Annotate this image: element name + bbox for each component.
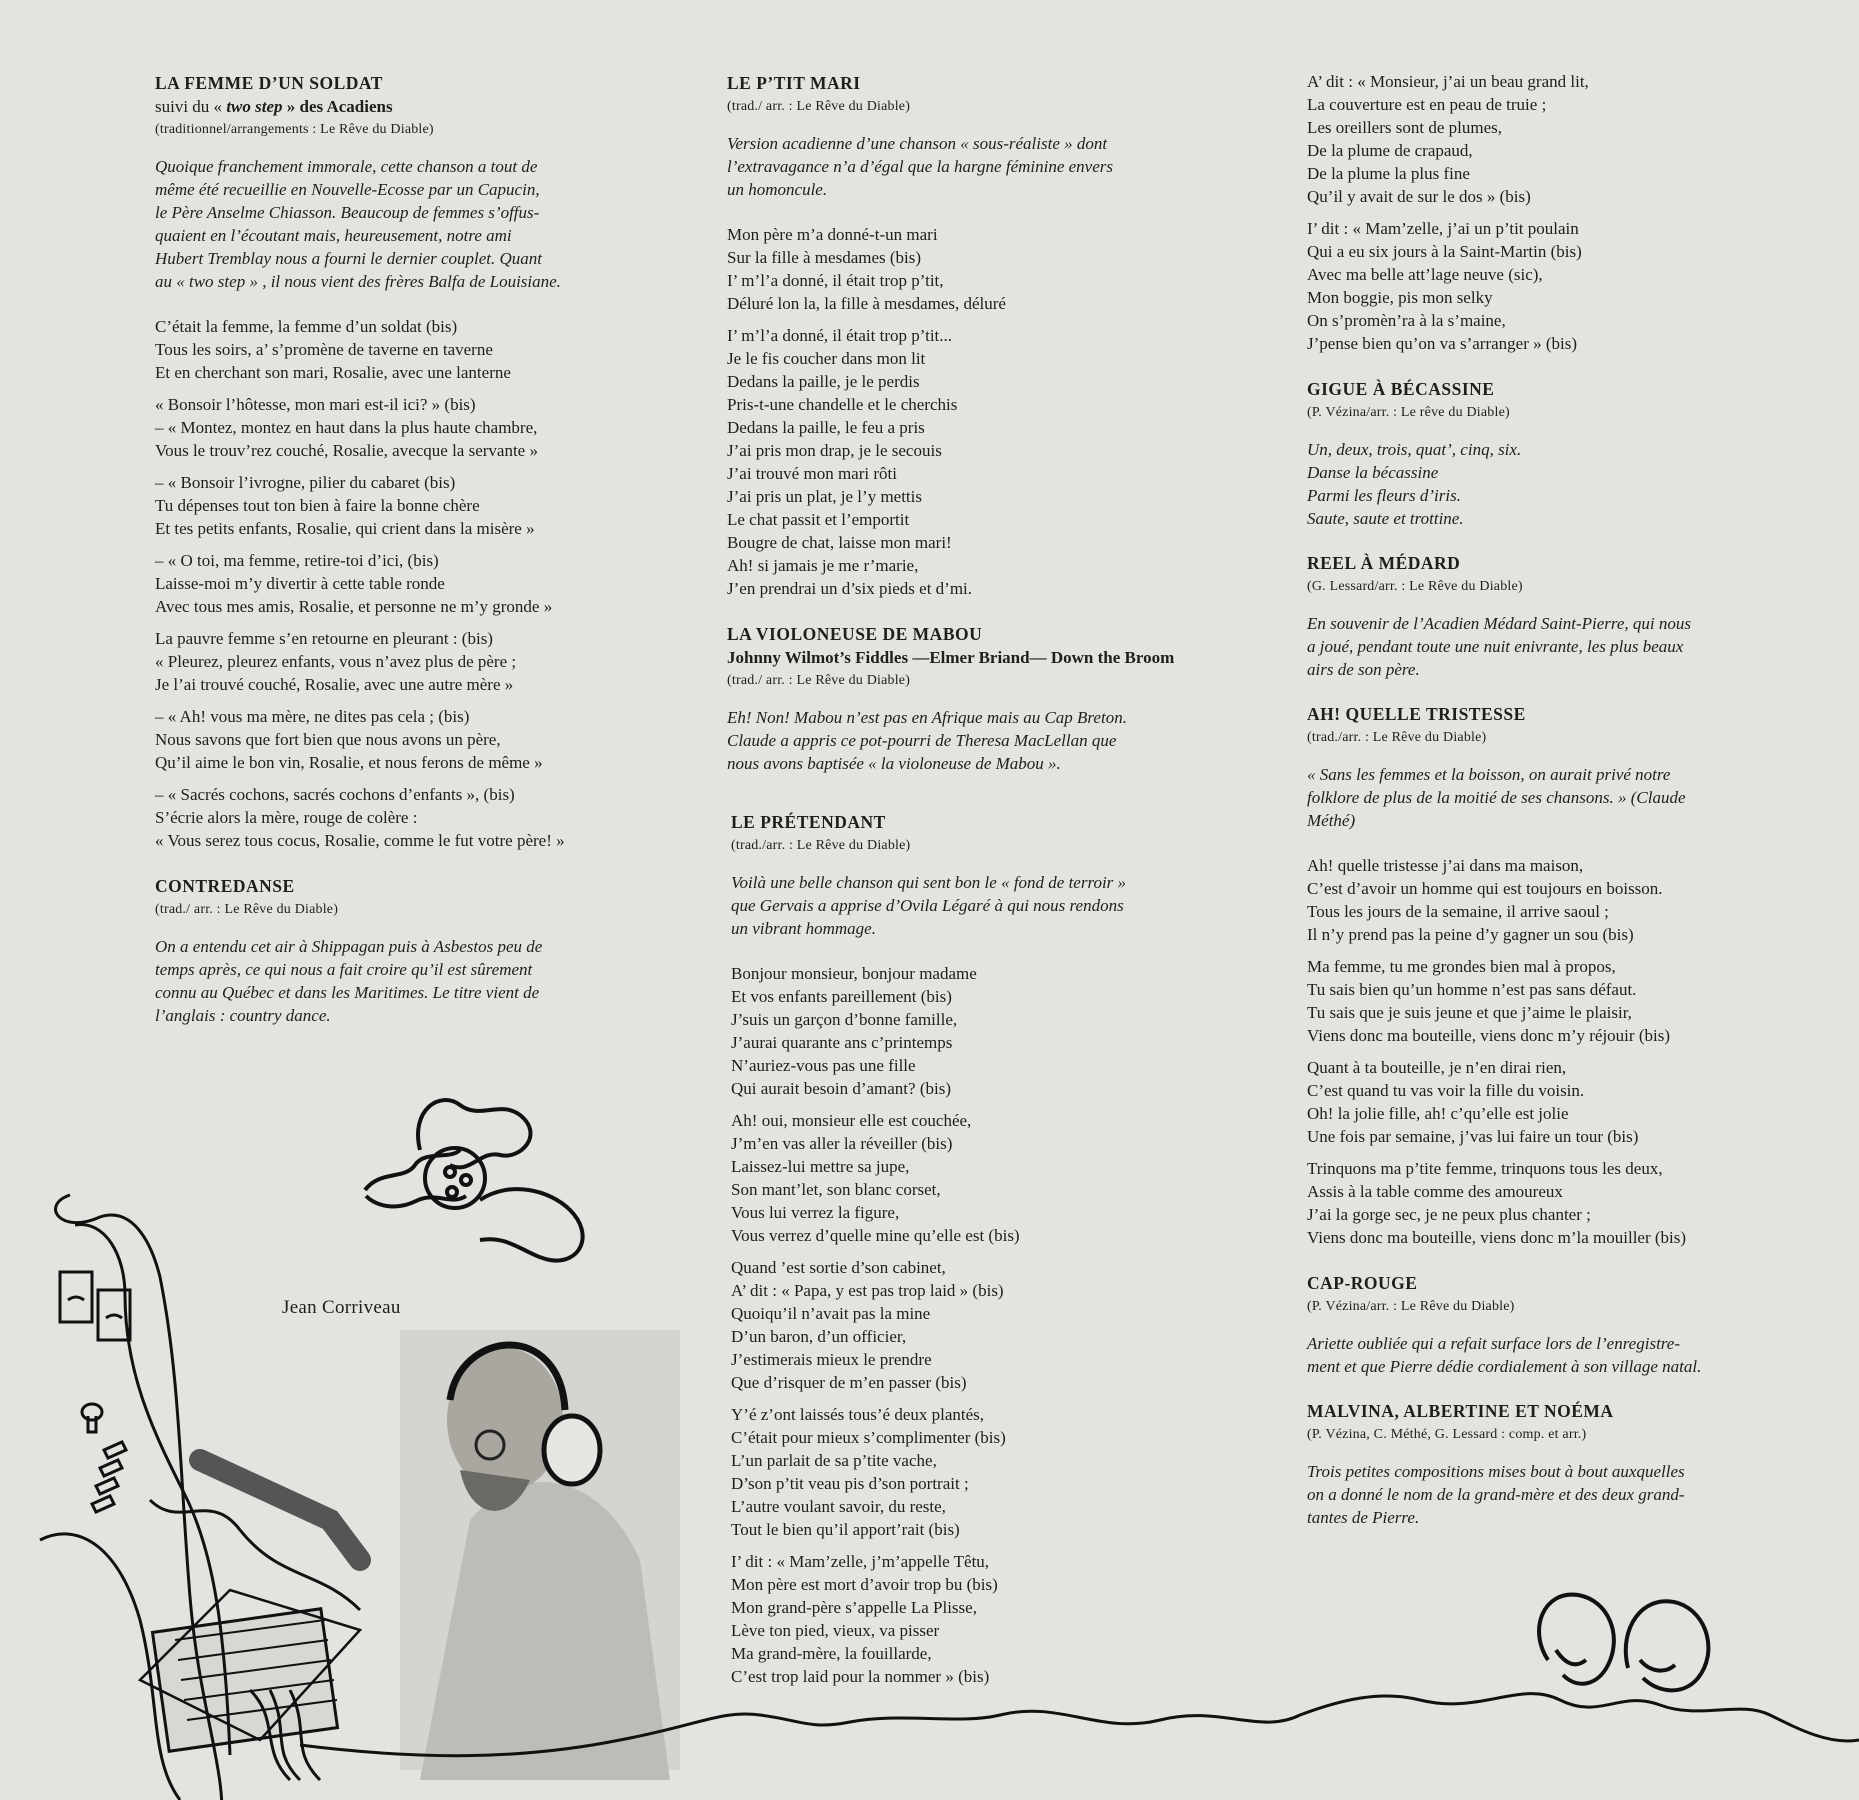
cable-line [40,1534,180,1800]
tape-loop [480,1189,583,1260]
stanza: C’était la femme, la femme d’un soldat (bis) Tous les soirs, a’ s’promène de taverne en taverne Et en cherchant son mari, Rosalie, avec une lanterne [155,317,511,382]
song-title: CONTREDANSE [155,876,295,896]
song-subtitle: Johnny Wilmot’s Fiddles —Elmer Briand— Down the Broom [727,648,1175,667]
song-intro: Trois petites compositions mises bout à bout auxquelles on a donné le nom de la grand-mère et des deux grand- tantes de Pierre. [1307,1462,1685,1527]
glasses-icon [476,1431,504,1459]
arm-shape [200,1460,360,1560]
stanza: – « Sacrés cochons, sacrés cochons d’enfants », (bis) S’écrie alors la mère, rouge de colère : « Vous serez tous cocus, Rosalie, comme le fut votre père! » [155,785,565,850]
song-credit: (trad./ arr. : Le Rêve du Diable) [727,673,911,688]
song-le-pretendant [731,811,1247,1688]
song-intro: On a entendu cet air à Shippagan puis à Asbestos peu de temps après, ce qui nous a fait croire qu’il est sûrement connu au Québec et dans les Maritimes. Le titre vient de l’anglais : country dance. [155,937,543,1025]
song-contredanse [155,875,655,1027]
stanza: – « Ah! vous ma mère, ne dites pas cela ; (bis) Nous savons que fort bien que nous avons un père, Qu’il aime le bon vin, Rosalie, et nous ferons de même » [155,707,543,772]
song-credit: (traditionnel/arrangements : Le Rêve du Diable) [155,122,434,137]
cable-bundle [250,1690,320,1780]
song-intro: En souvenir de l’Acadien Médard Saint-Pierre, qui nous a joué, pendant toute une nuit enivrante, les plus beaux airs de son père. [1307,614,1691,679]
synth-panel-outline [140,1590,360,1740]
song-subtitle: suivi du « two step » des Acadiens [155,97,393,116]
tape-loop [365,1150,460,1190]
cable-line [150,1500,360,1610]
switch-bank-icon [92,1442,126,1512]
stanza: I’ dit : « Mam’zelle, j’ai un p’tit poulain Qui a eu six jours à la Saint-Martin (bis) Avec ma belle att’lage neuve (sic), Mon boggie, pis mon selky On s’promèn’ra à la s’maine, J’pense bien qu’on va s’arranger » (bis) [1307,219,1582,353]
song-ah-quelle-tristesse [1307,703,1827,1249]
song-la-femme-dun-soldat [155,72,655,852]
song-title: MALVINA, ALBERTINE ET NOÉMA [1307,1401,1614,1421]
song-intro: Version acadienne d’une chanson « sous-réaliste » dont l’extravagance n’a d’égal que la hargne féminine envers un homoncule. [727,134,1113,199]
song-intro: Ariette oubliée qui a refait surface lors de l’enregistre- ment et que Pierre dédie cordialement à son village natal. [1307,1334,1702,1376]
stanza: « Bonsoir l’hôtesse, mon mari est-il ici? » (bis) – « Montez, montez en haut dans la plus haute chambre, Vous le trouv’rez couché, Rosalie, avecque la servante » [155,395,538,460]
loop-shape [1556,1650,1586,1664]
reel-hole [461,1175,471,1185]
outlet-icon [98,1290,130,1340]
song-intro: « Sans les femmes et la boisson, on aurait privé notre folklore de plus de la moitié de ses chansons. » (Claude Méthé) [1307,765,1686,830]
song-credit: (P. Vézina/arr. : Le rêve du Diable) [1307,405,1510,420]
song-title: LE PRÉTENDANT [731,812,886,832]
song-title: REEL À MÉDARD [1307,553,1461,573]
musician-photo [140,1330,680,1780]
knob-icon [82,1404,102,1420]
song-malvina-albertine-et-noema [1307,1400,1827,1529]
song-intro: Un, deux, trois, quat’, cinq, six. Danse la bécassine Parmi les fleurs d’iris. Saute, saute et trottine. [1307,440,1522,528]
song-intro: Eh! Non! Mabou n’est pas en Afrique mais au Cap Breton. Claude a appris ce pot-pourri de Theresa MacLellan que nous avons baptisée « la violoneuse de Mabou ». [727,708,1127,773]
stanza: Y’é z’ont laissés tous’é deux plantés, C’était pour mieux s’complimenter (bis) L’un parlait de sa p’tite vache, D’son p’tit veau pis d’son portrait ; L’autre voulant savoir, du reste, Tout le bien qu’il apport’rait (bis) [731,1405,1006,1539]
song-gigue-a-becassine [1307,378,1827,530]
reel-icon [425,1148,485,1208]
stanza: Ma femme, tu me grondes bien mal à propos, Tu sais bien qu’un homme n’est pas sans défaut. Tu sais que je suis jeune et que j’aime le plaisir, Viens donc ma bouteille, viens donc m’y réjouir (bis) [1307,957,1670,1045]
song-credit: (trad./arr. : Le Rêve du Diable) [731,838,911,853]
song-le-ptit-mari [727,72,1247,600]
tape-reel-doodle [365,1100,583,1261]
stanza: – « O toi, ma femme, retire-toi d’ici, (bis) Laisse-moi m’y divertir à cette table ronde Avec tous mes amis, Rosalie, et personne ne m’y gronde » [155,551,553,616]
song-credit: (trad./ arr. : Le Rêve du Diable) [727,99,911,114]
stanza: – « Bonsoir l’ivrogne, pilier du cabaret (bis) Tu dépenses tout ton bien à faire la bonne chère Et tes petits enfants, Rosalie, qui crient dans la misère » [155,473,535,538]
song-le-pretendant-continued [1307,70,1827,355]
stanza: I’ m’l’a donné, il était trop p’tit... Je le fis coucher dans mon lit Dedans la paille, je le perdis Pris-t-une chandelle et le cherchis Dedans la paille, le feu a pris J’ai pris mon drap, je le secouis J’ai trouvé mon mari rôti J’ai pris un plat, je l’y mettis Le chat passit et l’emportit Bougre de chat, laisse mon mari! Ah! si jamais je me r’marie, J’en prendrai un d’six pieds et d’mi. [727,326,973,598]
spacer [1307,1258,1827,1272]
mixing-console-icon [152,1609,337,1751]
song-credit: (P. Vézina, C. Méthé, G. Lessard : comp. et arr.) [1307,1427,1587,1442]
outlet-icon [60,1272,92,1322]
head-shape [447,1348,563,1492]
column-2 [727,72,1247,1697]
song-title: LE P’TIT MARI [727,73,861,93]
song-intro: Voilà une belle chanson qui sent bon le « fond de terroir » que Gervais a apprise d’Ovila Légaré à qui nous rendons un vibrant hommage. [731,873,1127,938]
stanza: Quand ’est sortie d’son cabinet, A’ dit : « Papa, y est pas trop laid » (bis) Quoiqu’il n’avait pas la mine D’un baron, d’un officier, J’estimerais mieux le prendre Que d’risquer de m’en passer (bis) [731,1258,1004,1392]
headphone-cup-icon [544,1416,600,1484]
song-credit: (trad./ arr. : Le Rêve du Diable) [155,902,339,917]
headphones-band [450,1345,565,1410]
song-credit: (P. Vézina/arr. : Le Rêve du Diable) [1307,1299,1515,1314]
console-sliders [175,1620,337,1720]
song-title: AH! QUELLE TRISTESSE [1307,704,1526,724]
song-title: CAP-ROUGE [1307,1273,1418,1293]
wavy-cable [300,1694,1859,1756]
song-la-violoneuse-de-mabou [727,623,1247,775]
stanza: La pauvre femme s’en retourne en pleurant : (bis) « Pleurez, pleurez enfants, vous n’avez plus de père ; Je l’ai trouvé couché, Rosalie, avec une autre mère » [155,629,517,694]
stanza: Mon père m’a donné-t-un mari Sur la fille à mesdames (bis) I’ m’l’a donné, il était trop p’tit, Déluré lon la, la fille à mesdames, déluré [727,225,1006,313]
song-intro: Quoique franchement immorale, cette chanson a tout de même été recueillie en Nouvelle-Ecosse par un Capucin, le Père Anselme Chiasson. Beaucoup de femmes s’offus- quaient en l’écoutant mais, heureusement, notre ami Hubert Tremblay nous a fourni le dernier couplet. Quant au « two step » , il nous vient des frères Balfa de Louisiane. [155,157,561,291]
stanza: Quant à ta bouteille, je n’en dirai rien, C’est quand tu vas voir la fille du voisin. Oh! la jolie fille, ah! c’qu’elle est jolie Une fois par semaine, j’vas lui faire un tour (bis) [1307,1058,1639,1146]
photo-caption: Jean Corriveau [282,1297,401,1318]
cable-line [75,1225,230,1755]
shirt-shape [420,1482,670,1780]
loop-shape [1626,1601,1709,1690]
song-credit: (trad./arr. : Le Rêve du Diable) [1307,730,1487,745]
outlet-slot [68,1297,122,1318]
beard-shape [460,1470,530,1511]
stanza: Trinquons ma p’tite femme, trinquons tous les deux, Assis à la table comme des amoureux J’ai la gorge sec, je ne peux plus chanter ; Viens donc ma bouteille, viens donc m’la mouiller (bis) [1307,1159,1687,1247]
knob-stem [88,1416,96,1432]
loop-shape [1640,1660,1675,1671]
stanza: Bonjour monsieur, bonjour madame Et vos enfants pareillement (bis) J’suis un garçon d’bonne famille, J’aurai quarante ans c’printemps N’auriez-vous pas une fille Qui aurait besoin d’amant? (bis) [731,964,977,1098]
tape-loop [418,1100,530,1167]
spacer [1307,364,1827,378]
tape-loop [366,1196,466,1206]
photo-backdrop [400,1330,680,1770]
cable-line [56,1195,222,1800]
song-title: GIGUE À BÉCASSINE [1307,379,1495,399]
stanza: A’ dit : « Monsieur, j’ai un beau grand lit, La couverture est en peau de truie ; Les oreillers sont de plumes, De la plume de crapaud, De la plume la plus fine Qu’il y avait de sur le dos » (bis) [1307,72,1589,206]
loop-shape [1539,1595,1614,1684]
reel-hole [447,1187,457,1197]
column-3 [1307,70,1827,1551]
stanza: Ah! oui, monsieur elle est couchée, J’m’en vas aller la réveiller (bis) Laissez-lui mettre sa jupe, Son mant’let, son blanc corset, Vous lui verrez la figure, Vous verrez d’quelle mine qu’elle est (bis) [731,1111,1020,1245]
song-cap-rouge [1307,1272,1827,1378]
stanza: Ah! quelle tristesse j’ai dans ma maison, C’est d’avoir un homme qui est toujours en boisson. Tous les jours de la semaine, il arrive saoul ; Il n’y prend pas la peine d’y gagner un sou (bis) [1307,856,1663,944]
reel-hole [445,1167,455,1177]
spacer [727,797,1247,811]
song-credit: (G. Lessard/arr. : Le Rêve du Diable) [1307,579,1523,594]
song-title: LA FEMME D’UN SOLDAT [155,73,383,93]
column-1 [155,72,655,1049]
song-title: LA VIOLONEUSE DE MABOU [727,624,983,644]
song-reel-a-medard [1307,552,1827,681]
spacer [727,609,1247,623]
stanza: I’ dit : « Mam’zelle, j’m’appelle Têtu, Mon père est mort d’avoir trop bu (bis) Mon grand-père s’appelle La Plisse, Lève ton pied, vieux, va pisser Ma grand-mère, la fouillarde, C’est trop laid pour la nommer » (bis) [731,1552,998,1686]
hands-doodle [1539,1595,1708,1691]
spacer [155,861,655,875]
